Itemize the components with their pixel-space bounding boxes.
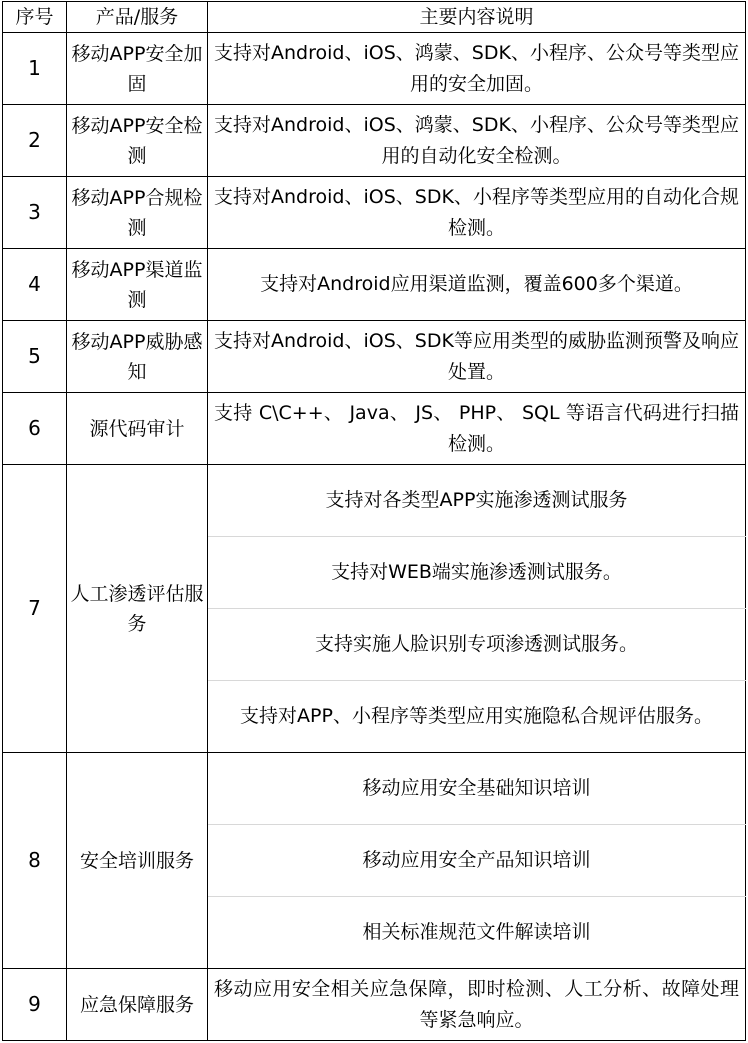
row-product: 移动APP安全检测 <box>67 105 208 177</box>
table-row <box>3 969 746 1041</box>
row-description: 支持对Android、iOS、SDK等应用类型的威胁监测预警及响应处置。 <box>208 321 746 393</box>
row-product: 源代码审计 <box>67 393 208 465</box>
row-description: 支持对Android应用渠道监测，覆盖600多个渠道。 <box>208 249 746 321</box>
row-description: 支持对Android、iOS、鸿蒙、SDK、小程序、公众号等类型应用的自动化安全检测。 <box>208 105 746 177</box>
table-row <box>3 177 746 249</box>
row-sub-item: 支持对WEB端实施渗透测试服务。 <box>208 537 746 609</box>
header-row <box>3 2 746 33</box>
table-row <box>3 321 746 393</box>
row-seq: 2 <box>3 105 67 177</box>
row-seq: 8 <box>3 753 67 969</box>
row-product: 安全培训服务 <box>67 753 208 969</box>
row-product: 移动APP合规检测 <box>67 177 208 249</box>
row-sub-item: 移动应用安全基础知识培训 <box>208 753 746 825</box>
header-content: 主要内容说明 <box>208 2 746 33</box>
table-row <box>3 105 746 177</box>
row-seq: 7 <box>3 465 67 753</box>
row-description: 支持对Android、iOS、鸿蒙、SDK、小程序、公众号等类型应用的安全加固。 <box>208 33 746 105</box>
table-row <box>3 753 746 825</box>
service-table <box>2 1 746 1041</box>
table-row <box>3 465 746 537</box>
row-seq: 9 <box>3 969 67 1041</box>
row-seq: 6 <box>3 393 67 465</box>
row-seq: 4 <box>3 249 67 321</box>
row-product: 移动APP安全加固 <box>67 33 208 105</box>
row-sub-item: 支持对APP、小程序等类型应用实施隐私合规评估服务。 <box>208 681 746 753</box>
row-product: 移动APP渠道监测 <box>67 249 208 321</box>
header-product: 产品/服务 <box>67 2 208 33</box>
row-sub-item: 移动应用安全产品知识培训 <box>208 825 746 897</box>
row-description: 移动应用安全相关应急保障，即时检测、人工分析、故障处理等紧急响应。 <box>208 969 746 1041</box>
row-product: 人工渗透评估服务 <box>67 465 208 753</box>
row-seq: 5 <box>3 321 67 393</box>
table-row <box>3 393 746 465</box>
row-description: 支持 C\C++、 Java、 JS、 PHP、 SQL 等语言代码进行扫描检测。 <box>208 393 746 465</box>
table-row <box>3 249 746 321</box>
row-product: 应急保障服务 <box>67 969 208 1041</box>
header-seq: 序号 <box>3 2 67 33</box>
row-description: 支持对Android、iOS、SDK、小程序等类型应用的自动化合规检测。 <box>208 177 746 249</box>
row-product: 移动APP威胁感知 <box>67 321 208 393</box>
row-seq: 3 <box>3 177 67 249</box>
row-sub-item: 相关标准规范文件解读培训 <box>208 897 746 969</box>
row-sub-item: 支持实施人脸识别专项渗透测试服务。 <box>208 609 746 681</box>
row-sub-item: 支持对各类型APP实施渗透测试服务 <box>208 465 746 537</box>
table-row <box>3 33 746 105</box>
row-seq: 1 <box>3 33 67 105</box>
